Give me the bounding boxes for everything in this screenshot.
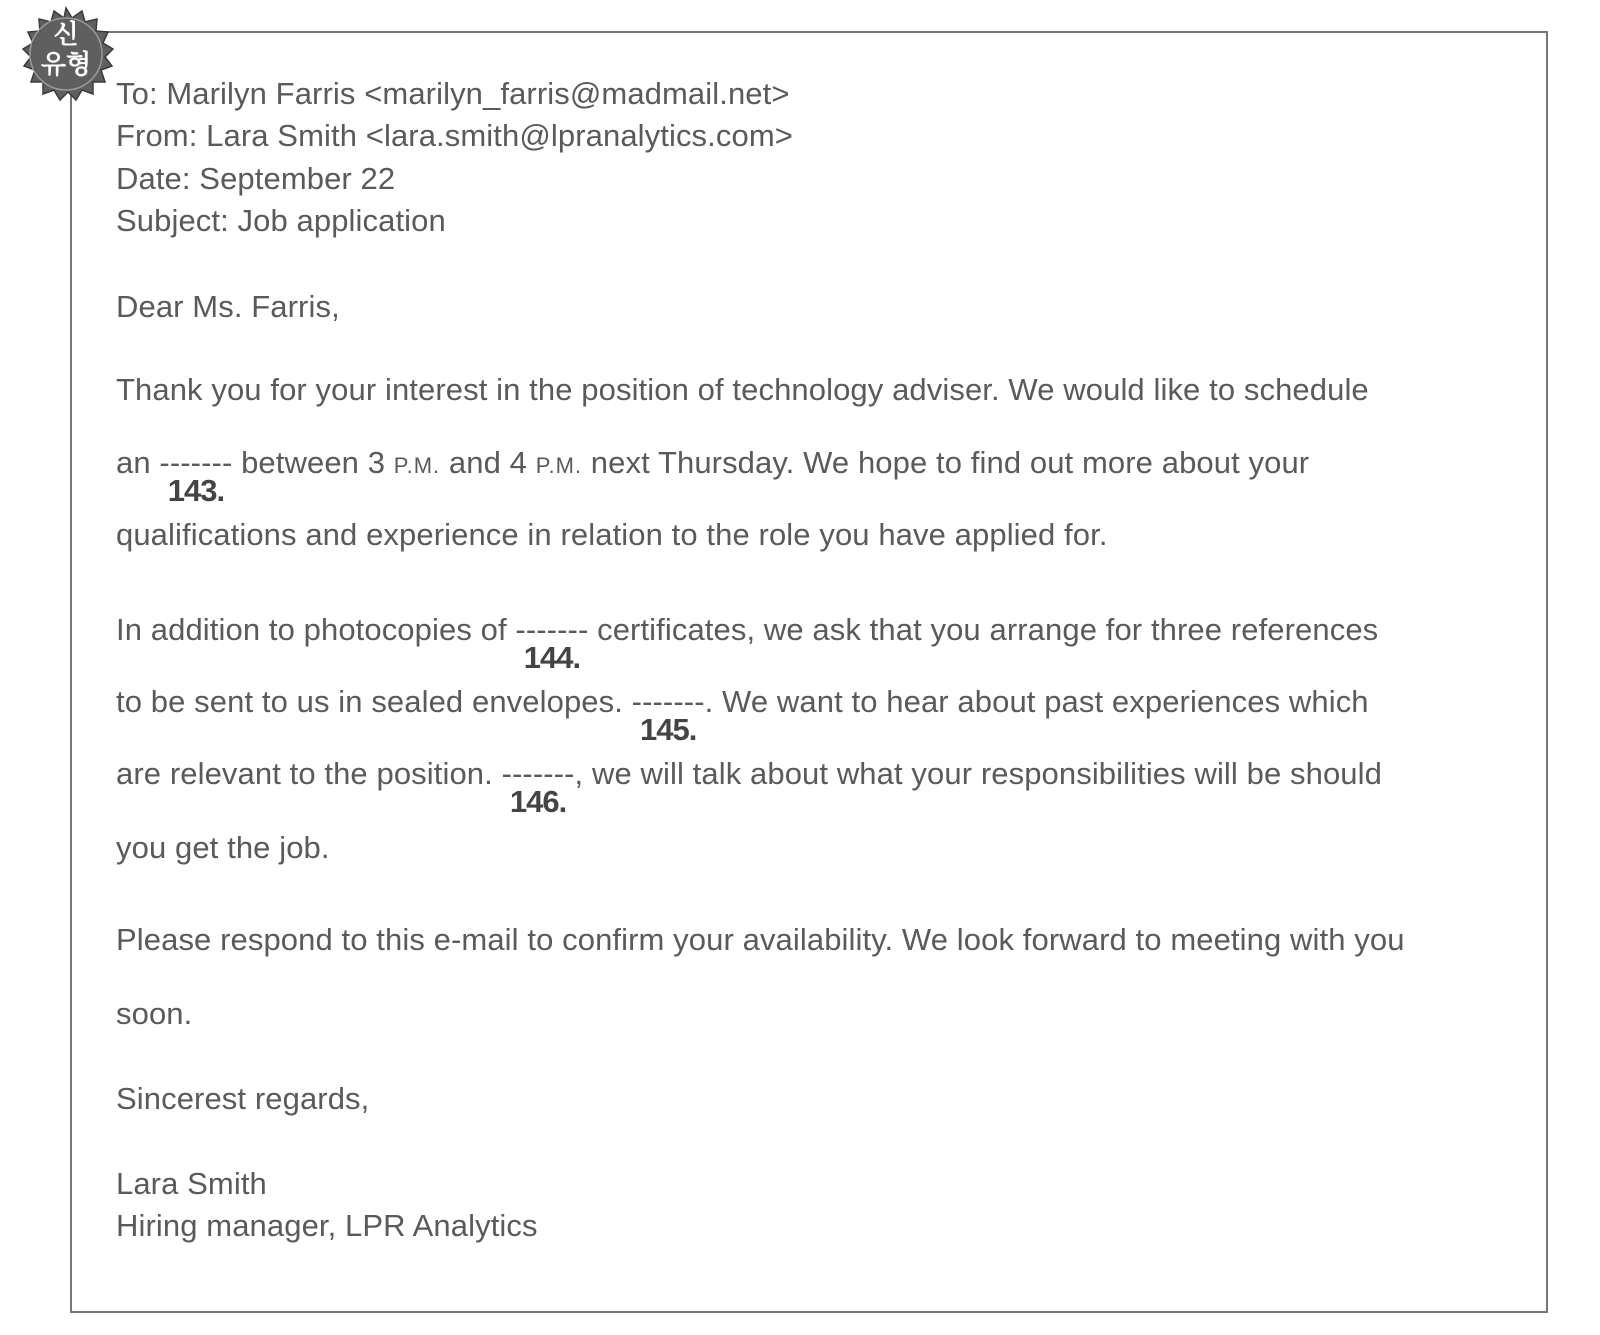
question-number-145: 145. (639, 712, 697, 747)
paragraph-2-line-4: you get the job. (116, 830, 330, 865)
blank-dashes: ------- (631, 684, 705, 719)
time-pm: P.M. (393, 453, 441, 478)
email-date: Date: September 22 (116, 161, 396, 196)
blank-145 (631, 684, 705, 747)
paragraph-3-line-2: soon. (116, 996, 193, 1031)
paragraph-1-line-1: Thank you for your interest in the position of technology adviser. We would like to schedule (116, 372, 1369, 407)
email-subject: Subject: Job application (116, 203, 446, 238)
text-segment: an (116, 445, 151, 480)
paragraph-2-line-1 (116, 612, 1379, 675)
paragraph-1-line-3: qualifications and experience in relation to the role you have applied for. (116, 517, 1108, 552)
blank-143 (159, 445, 233, 508)
blank-146 (501, 756, 575, 819)
text-segment: and 4 (448, 445, 527, 480)
email-to: To: Marilyn Farris <marilyn_farris@madmail.net> (116, 76, 790, 111)
question-number-144: 144. (523, 640, 581, 675)
text-segment: next Thursday. We hope to find out more about your (590, 445, 1310, 480)
time-pm: P.M. (535, 453, 583, 478)
email-from: From: Lara Smith <lara.smith@lpranalytics.com> (116, 118, 793, 153)
blank-dashes: ------- (159, 445, 233, 480)
question-number-143: 143. (167, 473, 225, 508)
text-segment: In addition to photocopies of (116, 612, 507, 647)
paragraph-1-line-2 (116, 445, 1310, 508)
text-segment: . We want to hear about past experiences which (704, 684, 1369, 719)
closing: Sincerest regards, (116, 1081, 370, 1116)
text-segment: , we will talk about what your responsibilities will be should (574, 756, 1382, 791)
signature-title: Hiring manager, LPR Analytics (116, 1208, 538, 1243)
text-segment: between 3 (241, 445, 386, 480)
paragraph-3-line-1: Please respond to this e-mail to confirm your availability. We look forward to meeting with you (116, 922, 1405, 957)
badge-label (18, 20, 114, 80)
salutation: Dear Ms. Farris, (116, 289, 340, 324)
text-segment: are relevant to the position. (116, 756, 493, 791)
text-segment: certificates, we ask that you arrange for three references (597, 612, 1379, 647)
paragraph-2-line-2 (116, 684, 1369, 747)
badge-line-1: 신 (53, 20, 79, 50)
blank-144 (515, 612, 589, 675)
new-type-badge (18, 6, 114, 102)
signature-name: Lara Smith (116, 1166, 267, 1201)
text-segment: to be sent to us in sealed envelopes. (116, 684, 623, 719)
badge-line-2: 유형 (40, 50, 92, 80)
blank-dashes: ------- (515, 612, 589, 647)
paragraph-2-line-3 (116, 756, 1382, 819)
question-number-146: 146. (509, 784, 567, 819)
blank-dashes: ------- (501, 756, 575, 791)
